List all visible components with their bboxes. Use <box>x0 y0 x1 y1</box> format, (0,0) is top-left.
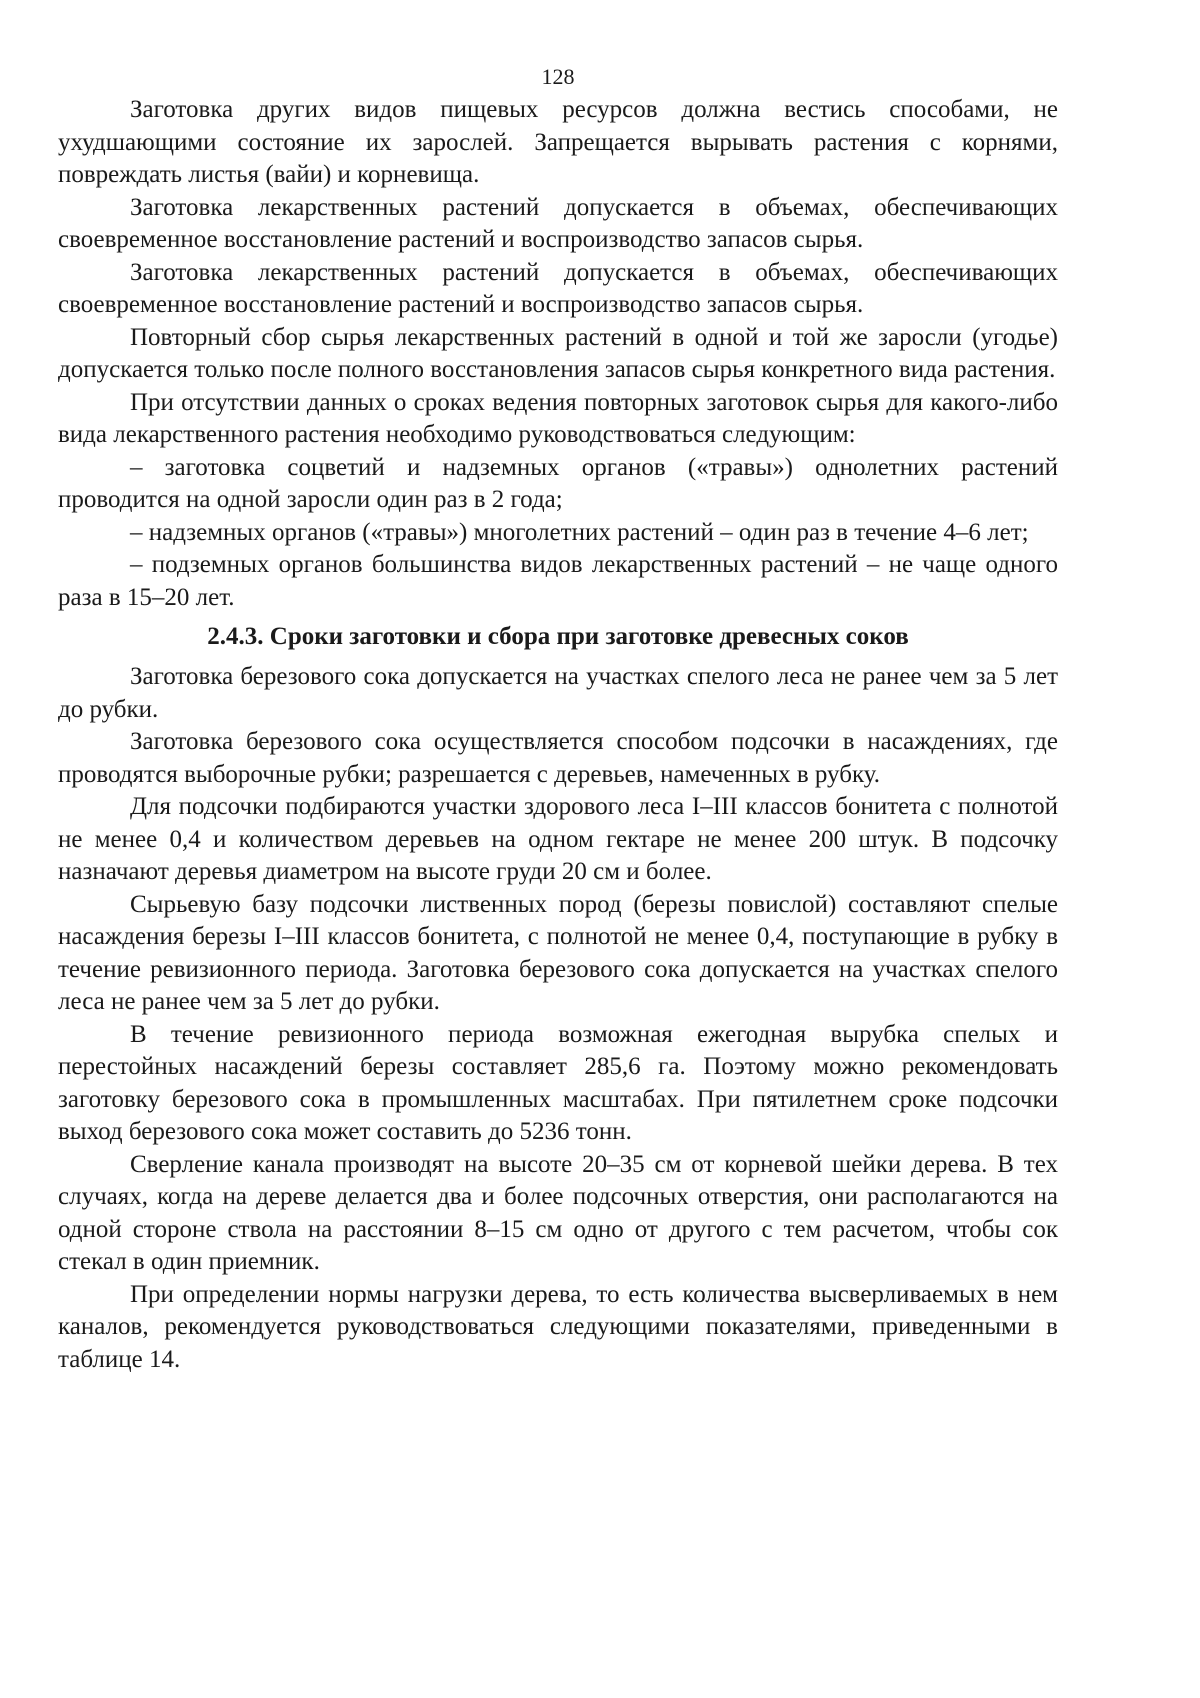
list-item: – заготовка соцветий и надземных органов («травы») однолетних растений проводится на одной заросли один раз в 2 года; <box>58 453 1058 513</box>
paragraph: В течение ревизионного периода возможная ежегодная вырубка спелых и перестойных насаждений березы составляет 285,6 га. Поэтому можно рекомендовать заготовку березового сока в промышленных масштабах. При пятилетнем сроке подсочки выход березового сока может составить до 5236 тонн. <box>58 1020 1058 1145</box>
section-heading: 2.4.3. Сроки заготовки и сбора при заготовке древесных соков <box>207 623 909 650</box>
list-item: – подземных органов большинства видов лекарственных растений – не чаще одного раза в 15–20 лет. <box>58 551 1058 611</box>
paragraph: Сырьевую базу подсочки лиственных пород (березы повислой) составляют спелые насаждения березы I–III классов бонитета, с полнотой не менее 0,4, поступающие в рубку в течение ревизионного периода. Заготовка березового сока допускается на участках спелого леса не ранее чем за 5 лет до рубки. <box>58 890 1058 1015</box>
paragraph: При определении нормы нагрузки дерева, то есть количества высверливаемых в нем каналов, рекомендуется руководствоваться следующими показателями, приведенными в таблице 14. <box>58 1280 1058 1373</box>
paragraph: Заготовка других видов пищевых ресурсов должна вестись способами, не ухудшающими состояние их зарослей. Запрещается вырывать растения с корнями, повреждать листья (вайи) и корневища. <box>58 96 1058 188</box>
paragraph: Для подсочки подбираются участки здорового леса I–III классов бонитета с полнотой не менее 0,4 и количеством деревьев на одном гектаре не менее 200 штук. В подсочку назначают деревья диаметром на высоте груди 20 см и более. <box>58 793 1058 885</box>
paragraph: Сверление канала производят на высоте 20–35 см от корневой шейки дерева. В тех случаях, когда на дереве делается два и более подсочных отверстия, они располагаются на одной стороне ствола на расстоянии 8–15 см одно от другого с тем расчетом, чтобы сок стекал в один приемник. <box>58 1150 1058 1275</box>
paragraph: Заготовка лекарственных растений допускается в объемах, обеспечивающих своевременное восстановление растений и воспроизводство запасов сырья. <box>58 193 1058 253</box>
page-number: 128 <box>541 64 575 89</box>
document-page <box>58 62 1058 1376</box>
section-medicinal-plants <box>58 94 1058 614</box>
paragraph: Повторный сбор сырья лекарственных растений в одной и той же заросли (угодье) допускается только после полного восстановления запасов сырья конкретного вида растения. <box>58 323 1058 383</box>
paragraph: Заготовка березового сока допускается на участках спелого леса не ранее чем за 5 лет до рубки. <box>58 663 1058 723</box>
paragraph: Заготовка лекарственных растений допускается в объемах, обеспечивающих своевременное восстановление растений и воспроизводство запасов сырья. <box>58 258 1058 318</box>
list-item: – надземных органов («травы») многолетних растений – один раз в течение 4–6 лет; <box>130 518 1029 546</box>
paragraph: Заготовка березового сока осуществляется способом подсочки в насаждениях, где проводятся выборочные рубки; разрешается с деревьев, намеченных в рубку. <box>58 728 1058 788</box>
section-tree-sap <box>58 661 1058 1376</box>
paragraph: При отсутствии данных о сроках ведения повторных заготовок сырья для какого-либо вида лекарственного растения необходимо руководствоваться следующим: <box>58 388 1058 448</box>
